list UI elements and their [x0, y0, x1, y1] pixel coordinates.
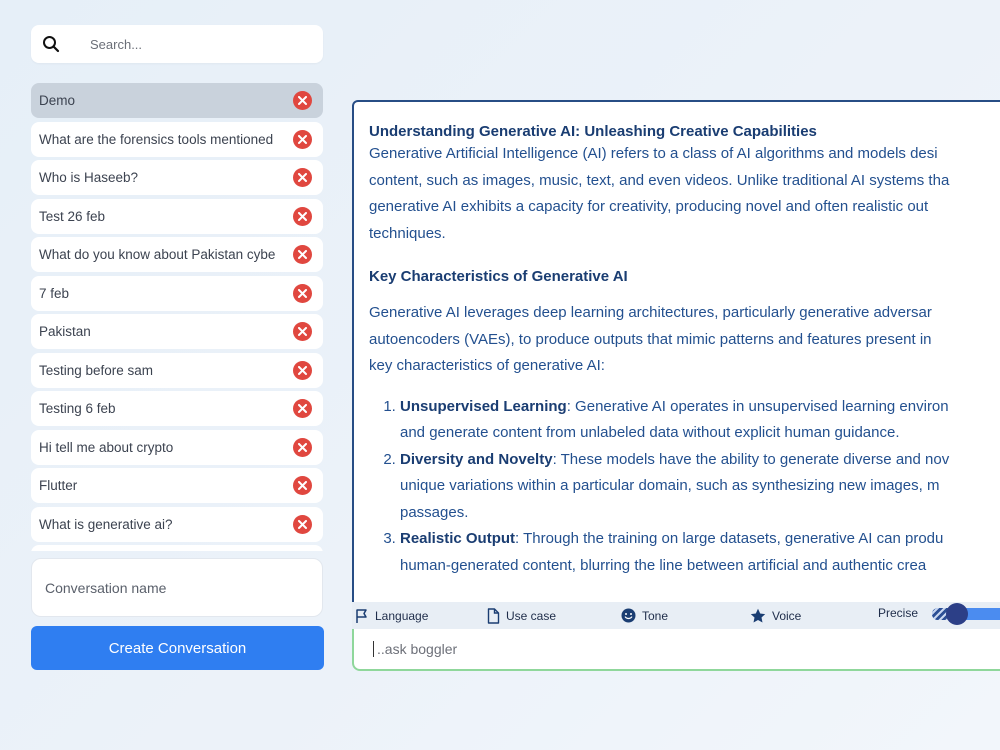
- conversation-label: Testing before sam: [39, 362, 154, 378]
- delete-icon[interactable]: [293, 476, 312, 495]
- use-case-label: Use case: [506, 608, 557, 623]
- text-line: unique variations within a particular domain, such as synthesizing new images, m: [400, 477, 940, 494]
- text-line: Generative AI leverages deep learning architectures, particularly generative adversar: [369, 304, 932, 321]
- delete-icon[interactable]: [293, 515, 312, 534]
- delete-icon[interactable]: [293, 399, 312, 418]
- delete-icon[interactable]: [293, 130, 312, 149]
- text-line: key characteristics of generative AI:: [369, 357, 605, 374]
- response-paragraph: [369, 141, 1000, 247]
- text-line: : These models have the ability to generate diverse and nov: [552, 450, 950, 468]
- search-icon[interactable]: [40, 33, 62, 55]
- flag-icon: [355, 608, 369, 624]
- conversation-item[interactable]: [31, 199, 323, 234]
- conversation-item[interactable]: [31, 353, 323, 388]
- delete-icon[interactable]: [293, 361, 312, 380]
- list-item: [400, 394, 1000, 447]
- conversation-label: 7 feb: [39, 285, 70, 301]
- search-input[interactable]: [88, 36, 312, 53]
- delete-icon[interactable]: [293, 245, 312, 264]
- voice-option[interactable]: [750, 602, 801, 629]
- response-panel: [352, 100, 1000, 602]
- list-item: [400, 526, 1000, 579]
- conversation-label: What do you know about Pakistan cybe: [39, 247, 276, 262]
- response-subheading: Key Characteristics of Generative AI: [369, 268, 628, 285]
- text-line: and generate content from unlabeled data without explicit human guidance.: [400, 424, 900, 441]
- language-label: Language: [375, 608, 429, 623]
- delete-icon[interactable]: [293, 91, 312, 110]
- delete-icon[interactable]: [293, 322, 312, 341]
- conversation-label: Testing 6 feb: [39, 401, 116, 416]
- text-line: generative AI exhibits a capacity for creativity, producing novel and often realistic out: [369, 198, 929, 215]
- precision-label: Precise: [878, 605, 919, 620]
- document-icon: [487, 608, 500, 624]
- conversation-item[interactable]: [31, 160, 323, 195]
- conversation-name-input[interactable]: [43, 579, 307, 597]
- text-line: human-generated content, blurring the line between artificial and authentic crea: [400, 556, 927, 574]
- list-term: Realistic Output: [400, 530, 516, 547]
- delete-icon[interactable]: [293, 438, 312, 457]
- delete-icon[interactable]: [293, 284, 312, 303]
- text-line: techniques.: [369, 224, 446, 242]
- language-option[interactable]: [355, 602, 428, 629]
- conversation-item[interactable]: [31, 391, 323, 426]
- text-line: Generative Artificial Intelligence (AI) refers to a class of AI algorithms and models desi: [369, 145, 938, 162]
- text-line: : Through the training on large datasets, generative AI can produ: [515, 530, 944, 547]
- ask-box[interactable]: [352, 629, 1000, 671]
- create-conversation-button[interactable]: Create Conversation: [31, 626, 324, 670]
- delete-icon[interactable]: [293, 207, 312, 226]
- conversation-item-partial[interactable]: [31, 545, 323, 551]
- conversation-item[interactable]: [31, 468, 323, 503]
- conversation-label: Demo: [39, 93, 76, 108]
- voice-label: Voice: [772, 608, 802, 623]
- conversation-label: Test 26 feb: [39, 208, 106, 224]
- conversation-list: [31, 83, 323, 551]
- list-term: Unsupervised Learning: [400, 397, 567, 415]
- ask-input[interactable]: [375, 640, 979, 658]
- text-line: passages.: [400, 503, 469, 521]
- tone-label: Tone: [642, 608, 669, 623]
- use-case-option[interactable]: [487, 602, 556, 629]
- conversation-item[interactable]: [31, 314, 323, 349]
- conversation-item[interactable]: [31, 83, 323, 118]
- prompt-toolbar: [352, 602, 1000, 629]
- precision-slider-thumb[interactable]: [946, 603, 968, 625]
- text-line: content, such as images, music, text, and even videos. Unlike traditional AI systems tha: [369, 171, 950, 189]
- text-caret: [373, 641, 374, 657]
- search-bar[interactable]: [31, 25, 323, 63]
- delete-icon[interactable]: [293, 168, 312, 187]
- conversation-label: Pakistan: [39, 324, 91, 339]
- text-line: autoencoders (VAEs), to produce outputs that mimic patterns and features present in: [369, 330, 932, 348]
- conversation-item[interactable]: [31, 237, 323, 272]
- conversation-label: Who is Haseeb?: [39, 170, 139, 185]
- conversation-label: Flutter: [39, 478, 78, 493]
- smiley-icon: [621, 608, 636, 623]
- conversation-item[interactable]: [31, 430, 323, 465]
- response-heading: Understanding Generative AI: Unleashing Creative Capabilities: [369, 123, 817, 140]
- conversation-item[interactable]: [31, 507, 323, 542]
- list-term: Diversity and Novelty: [400, 450, 553, 468]
- text-line: : Generative AI operates in unsupervised learning environ: [566, 397, 949, 415]
- list-item: [400, 447, 1000, 527]
- conversation-label: What are the forensics tools mentioned: [39, 131, 274, 147]
- response-list: [369, 394, 1000, 580]
- conversation-name-field[interactable]: [31, 558, 323, 617]
- star-icon: [750, 608, 766, 624]
- conversation-label: Hi tell me about crypto: [39, 439, 174, 455]
- conversation-label: What is generative ai?: [39, 516, 173, 532]
- response-paragraph: [369, 300, 1000, 380]
- tone-option[interactable]: [621, 602, 668, 629]
- conversation-item[interactable]: [31, 276, 323, 311]
- conversation-item[interactable]: [31, 122, 323, 157]
